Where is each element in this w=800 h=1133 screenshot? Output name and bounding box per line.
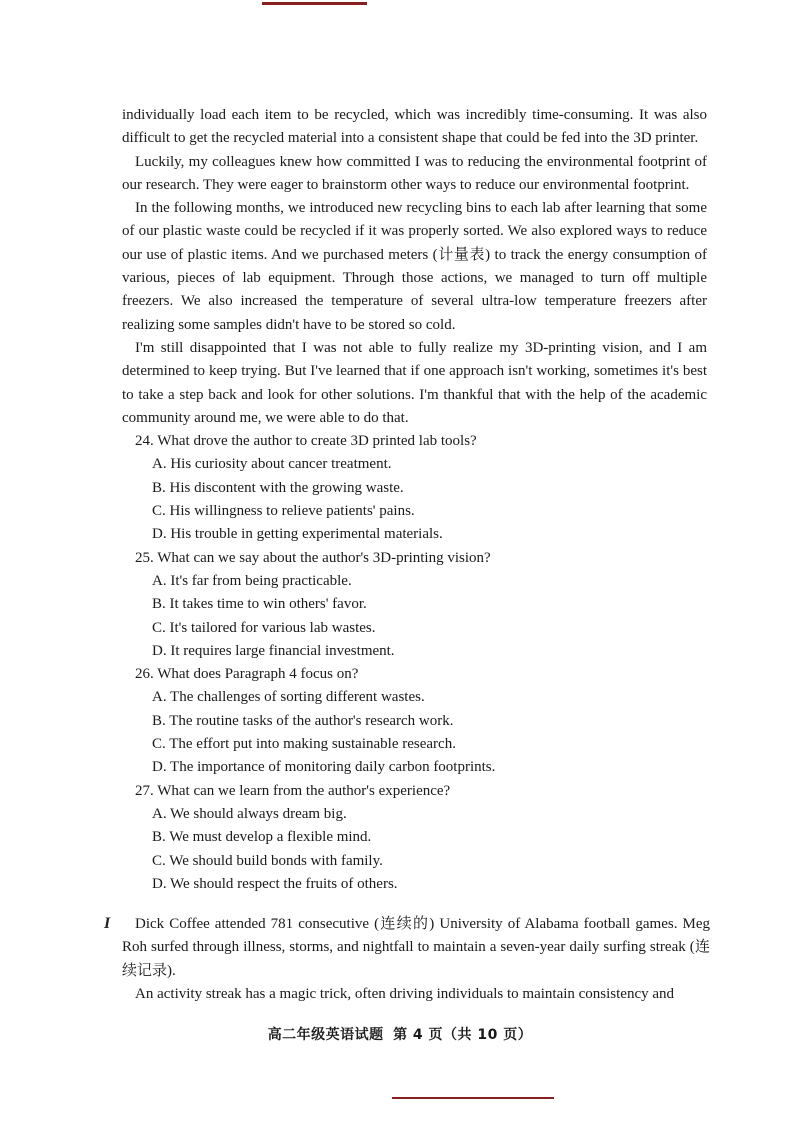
- passage-c-paragraph-4: I'm still disappointed that I was not able to fully realize my 3D-printing vision, and I am determined to keep trying. But I've learned that if one approach isn't working, sometimes it's best to take a step back and look for other solutions. I'm thankful that with the help of the academic community around me, we were able to do that.: [122, 339, 707, 426]
- passage-c-paragraph-3: In the following months, we introduced new recycling bins to each lab after learning that some of our plastic waste could be recycled if it was properly sorted. We also explored ways to reduce our use of plastic items. And we purchased meters (计量表) to track the energy consumption of various, pieces of lab equipment. Through those actions, we managed to turn off multiple freezers. We also increased the temperature of several ultra-low temperature freezers after realizing some samples didn't have to be stored so cold.: [122, 200, 707, 333]
- question-24: [122, 430, 707, 546]
- option-a: A. The challenges of sorting different wastes.: [152, 689, 425, 706]
- passage-c-paragraph-2: Luckily, my colleagues knew how committed I was to reducing the environmental footprint of our research. They were eager to brainstorm other ways to reduce our environmental footprint.: [122, 153, 707, 193]
- exam-title: 高二年级英语试题: [267, 1027, 384, 1043]
- option-b: B. The routine tasks of the author's research work.: [152, 712, 454, 729]
- option-a: A. His curiosity about cancer treatment.: [152, 456, 392, 473]
- question-stem: 25. What can we say about the author's 3D-printing vision?: [135, 549, 491, 566]
- passage-c-paragraph-1: individually load each item to be recycled, which was incredibly time-consuming. It was also difficult to get the recycled material into a consistent shape that could be fed into the 3D printer.: [122, 107, 707, 147]
- option-a: A. It's far from being practicable.: [152, 572, 352, 589]
- option-c: C. The effort put into making sustainable research.: [152, 736, 456, 753]
- option-d: D. The importance of monitoring daily carbon footprints.: [152, 759, 496, 776]
- option-d: D. We should respect the fruits of others.: [152, 875, 398, 892]
- passage-c: [122, 104, 707, 896]
- question-26: [122, 663, 707, 779]
- question-25: [122, 547, 707, 663]
- question-27: [122, 780, 707, 896]
- passage-d-paragraph-2: An activity streak has a magic trick, often driving individuals to maintain consistency and: [135, 985, 675, 1002]
- passage-d-marker: I: [104, 915, 111, 932]
- option-a: A. We should always dream big.: [152, 805, 347, 822]
- option-c: C. We should build bonds with family.: [152, 852, 383, 869]
- bottom-decorative-rule: [392, 1097, 554, 1099]
- option-c: C. His willingness to relieve patients' pains.: [152, 503, 415, 520]
- page-footer: [0, 1024, 800, 1044]
- option-b: B. It takes time to win others' favor.: [152, 596, 367, 613]
- option-c: C. It's tailored for various lab wastes.: [152, 619, 376, 636]
- option-d: D. His trouble in getting experimental materials.: [152, 526, 443, 543]
- option-d: D. It requires large financial investment.: [152, 642, 395, 659]
- question-stem: 27. What can we learn from the author's experience?: [135, 782, 451, 799]
- option-b: B. His discontent with the growing waste.: [152, 479, 404, 496]
- question-stem: 26. What does Paragraph 4 focus on?: [135, 666, 359, 683]
- passage-d: [122, 913, 710, 1006]
- page-number: 第 4 页（共 10 页）: [393, 1027, 533, 1043]
- top-decorative-rule: [262, 2, 367, 5]
- passage-d-paragraph-1: Dick Coffee attended 781 consecutive (连续的) University of Alabama football games. Meg Roh surfed through illness, storms, and nightfall to maintain a seven-year daily surfing streak (连续记录).: [122, 916, 710, 979]
- option-b: B. We must develop a flexible mind.: [152, 829, 372, 846]
- question-stem: 24. What drove the author to create 3D printed lab tools?: [135, 433, 477, 450]
